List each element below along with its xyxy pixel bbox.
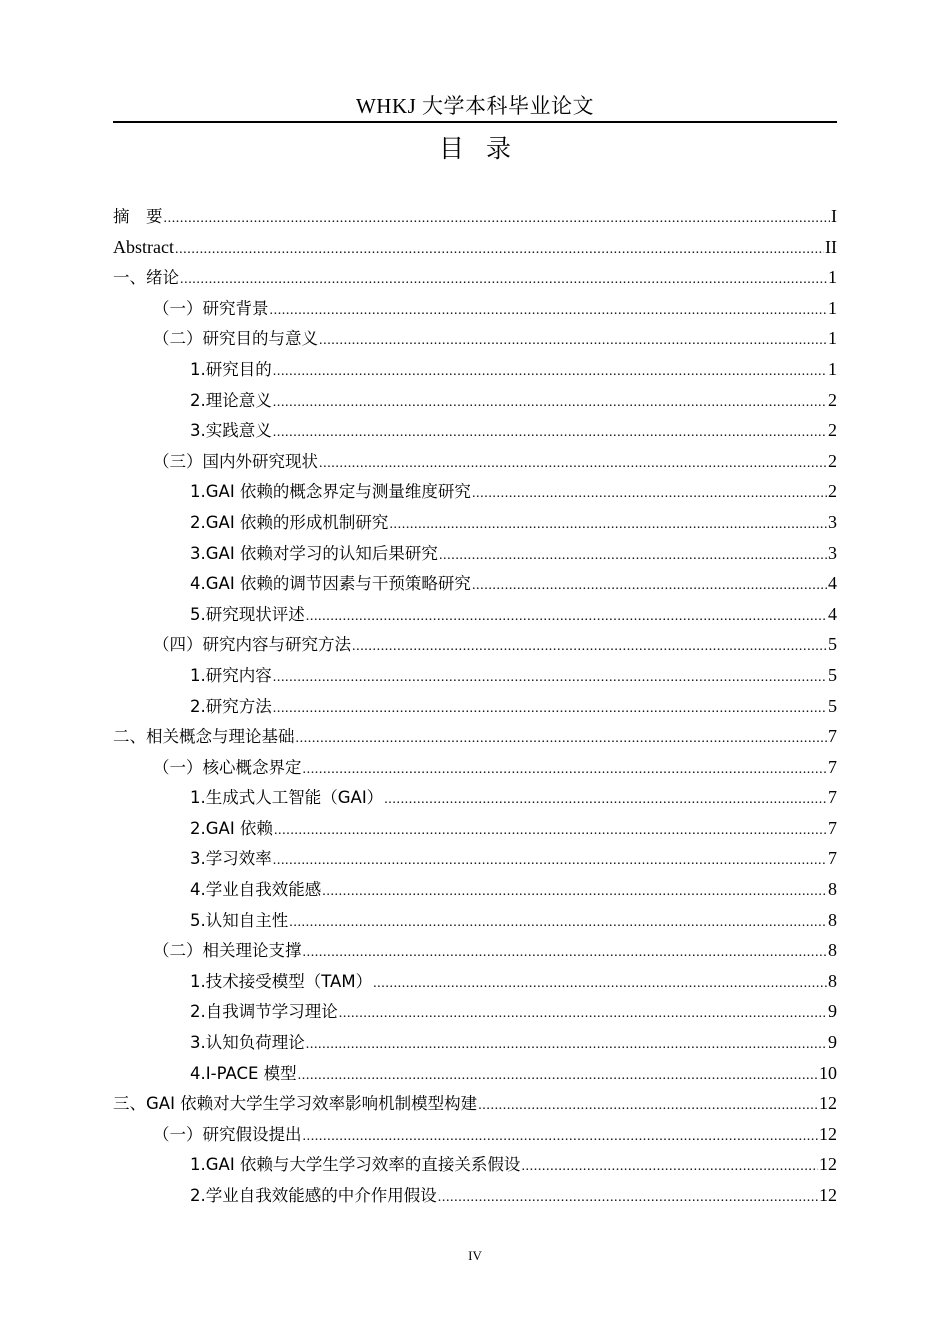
toc-entry-page: 7: [828, 848, 837, 869]
toc-entry[interactable]: [113, 599, 837, 630]
dot-leader: [175, 235, 824, 266]
toc-entry-page: 12: [819, 1123, 837, 1144]
toc-entry-text: 3.GAI 依赖对学习的认知后果研究: [190, 543, 438, 563]
toc-entry[interactable]: [113, 507, 837, 538]
dot-leader: [438, 1183, 818, 1214]
toc-entry-text: 3.认知负荷理论: [190, 1033, 305, 1053]
toc-entry-text: 1.研究内容: [190, 665, 272, 685]
dot-leader: [289, 908, 827, 939]
toc-entry[interactable]: [113, 721, 837, 752]
toc-entry[interactable]: [113, 1088, 837, 1119]
toc-entry-page: 7: [828, 787, 837, 808]
toc-entry-page: 12: [819, 1185, 837, 1205]
toc-entry[interactable]: [113, 538, 837, 569]
toc-entry-page: I: [831, 206, 837, 226]
toc-entry[interactable]: [113, 935, 837, 966]
toc-entry[interactable]: [113, 446, 837, 477]
toc-entry-page: 3: [828, 511, 837, 532]
toc-entry-text: 摘 要: [113, 207, 163, 226]
toc-entry[interactable]: [113, 1058, 837, 1089]
dot-leader: [478, 1091, 818, 1122]
toc-entry[interactable]: [113, 660, 837, 691]
toc-entry-page: 8: [828, 909, 837, 930]
toc-entry[interactable]: [113, 905, 837, 936]
toc-entry-page: 12: [819, 1093, 837, 1114]
toc-entry[interactable]: [113, 752, 837, 783]
toc-entry-page: 4: [828, 573, 837, 594]
toc-entry-text: 一、绪论: [113, 268, 179, 288]
toc-entry[interactable]: [113, 843, 837, 874]
toc-entry-text: 2.理论意义: [190, 390, 272, 410]
dot-leader: [164, 204, 831, 235]
toc-entry-page: 12: [819, 1154, 837, 1175]
toc-entry-text: （二）相关理论支撑: [153, 941, 302, 961]
toc-entry-text: 4.I-PACE 模型: [190, 1063, 297, 1083]
toc-entry-page: 9: [828, 1001, 837, 1022]
dot-leader: [439, 541, 827, 572]
toc-entry-text: （四）研究内容与研究方法: [153, 635, 351, 655]
toc-entry-page: 7: [828, 756, 837, 777]
page-header: WHKJ 大学本科毕业论文: [355, 94, 595, 118]
dot-leader: [303, 755, 828, 786]
toc-entry-text: 三、GAI 依赖对大学生学习效率影响机制模型构建: [113, 1094, 478, 1114]
dot-leader: [270, 296, 828, 327]
toc-entry[interactable]: [113, 385, 837, 416]
toc-entry[interactable]: [113, 323, 837, 354]
toc-entry[interactable]: [113, 629, 837, 660]
toc-entry-text: 5.认知自主性: [190, 910, 289, 930]
toc-entry-text: 3.学习效率: [190, 849, 272, 869]
toc-entry-text: 4.学业自我效能感: [190, 880, 322, 900]
toc-entry-page: 2: [828, 481, 837, 502]
dot-leader: [373, 969, 827, 1000]
dot-leader: [273, 388, 827, 419]
dot-leader: [472, 571, 827, 602]
toc-entry-text: 二、相关概念与理论基础: [113, 727, 295, 747]
toc-entry-page: 7: [828, 817, 837, 838]
dot-leader: [389, 510, 827, 541]
dot-leader: [306, 602, 827, 633]
dot-leader: [352, 632, 827, 663]
dot-leader: [384, 785, 827, 816]
dot-leader: [296, 724, 828, 755]
toc-entry-page: 3: [828, 542, 837, 563]
toc-entry-page: 2: [828, 389, 837, 410]
toc-entry-text: （一）研究假设提出: [153, 1124, 302, 1144]
dot-leader: [180, 265, 827, 296]
dot-leader: [521, 1152, 818, 1183]
toc-entry-page: 1: [828, 358, 837, 379]
toc-entry-text: （三）国内外研究现状: [153, 451, 318, 471]
header-rule: [113, 121, 837, 123]
toc-entry-page: 5: [828, 695, 837, 716]
toc-entry-text: （一）核心概念界定: [153, 757, 302, 777]
toc-entry-text: 1.GAI 依赖的概念界定与测量维度研究: [190, 482, 471, 502]
toc-entry[interactable]: [113, 293, 837, 324]
toc-entry[interactable]: [113, 966, 837, 997]
toc-entry[interactable]: [113, 201, 837, 232]
toc-entry[interactable]: [113, 782, 837, 813]
dot-leader: [273, 418, 827, 449]
toc-entry[interactable]: [113, 1027, 837, 1058]
toc-entry-page: 9: [828, 1032, 837, 1053]
toc-entry[interactable]: [113, 568, 837, 599]
dot-leader: [303, 1122, 819, 1153]
toc-entry-text: 2.自我调节学习理论: [190, 1002, 338, 1022]
dot-leader: [319, 449, 827, 480]
toc-entry[interactable]: [113, 1119, 837, 1150]
toc-entry[interactable]: [113, 354, 837, 385]
toc-entry-page: 7: [828, 726, 837, 747]
dot-leader: [273, 663, 827, 694]
dot-leader: [472, 479, 827, 510]
toc-entry-text: （一）研究背景: [153, 298, 269, 318]
toc-entry-page: 1: [828, 297, 837, 318]
toc-entry[interactable]: [113, 415, 837, 446]
toc-entry[interactable]: [113, 813, 837, 844]
toc-entry-text: 5.研究现状评述: [190, 604, 305, 624]
toc-entry-page: 4: [828, 603, 837, 624]
dot-leader: [322, 877, 827, 908]
toc-entry-text: 2.GAI 依赖的形成机制研究: [190, 512, 389, 532]
dot-leader: [273, 694, 827, 725]
toc-entry[interactable]: [113, 691, 837, 722]
toc-entry-text: 3.实践意义: [190, 421, 272, 441]
toc-entry-text: 1.技术接受模型（TAM）: [190, 971, 373, 991]
page-number: IV: [468, 1248, 482, 1263]
dot-leader: [274, 816, 827, 847]
toc-entry-page: 10: [819, 1062, 837, 1083]
toc-entry-page: 8: [828, 879, 837, 900]
toc-entry-text: 2.GAI 依赖: [190, 818, 273, 838]
toc-entry[interactable]: [113, 996, 837, 1027]
toc-entry-text: 1.GAI 依赖与大学生学习效率的直接关系假设: [190, 1155, 521, 1175]
toc-entry-page: 2: [828, 420, 837, 441]
toc-entry-page: 8: [828, 940, 837, 961]
dot-leader: [319, 326, 827, 357]
toc-entry-text: （二）研究目的与意义: [153, 329, 318, 349]
toc-entry-page: 8: [828, 970, 837, 991]
toc-entry-text: Abstract: [113, 236, 174, 257]
toc-entry-page: 5: [828, 664, 837, 685]
toc-entry-text: 1.生成式人工智能（GAI）: [190, 788, 384, 808]
toc-entry-page: 5: [828, 634, 837, 655]
toc-title: 目录: [438, 134, 533, 163]
toc-entry[interactable]: [113, 232, 837, 263]
toc-entry-text: 2.研究方法: [190, 696, 272, 716]
toc-entry-page: II: [825, 236, 837, 257]
dot-leader: [273, 846, 827, 877]
dot-leader: [303, 938, 828, 969]
toc-entry[interactable]: [113, 476, 837, 507]
dot-leader: [273, 357, 827, 388]
dot-leader: [298, 1061, 818, 1092]
toc-entry[interactable]: [113, 1180, 837, 1211]
toc-entry-text: 4.GAI 依赖的调节因素与干预策略研究: [190, 574, 471, 594]
toc-entry[interactable]: [113, 874, 837, 905]
toc-entry[interactable]: [113, 1149, 837, 1180]
dot-leader: [306, 1030, 827, 1061]
toc-entry-text: 1.研究目的: [190, 359, 272, 379]
toc-entry-text: 2.学业自我效能感的中介作用假设: [190, 1186, 437, 1205]
toc-entry-page: 1: [828, 267, 837, 288]
dot-leader: [339, 999, 827, 1030]
table-of-contents: [113, 201, 837, 1211]
toc-entry-page: 2: [828, 450, 837, 471]
toc-entry[interactable]: [113, 262, 837, 293]
toc-entry-page: 1: [828, 328, 837, 349]
